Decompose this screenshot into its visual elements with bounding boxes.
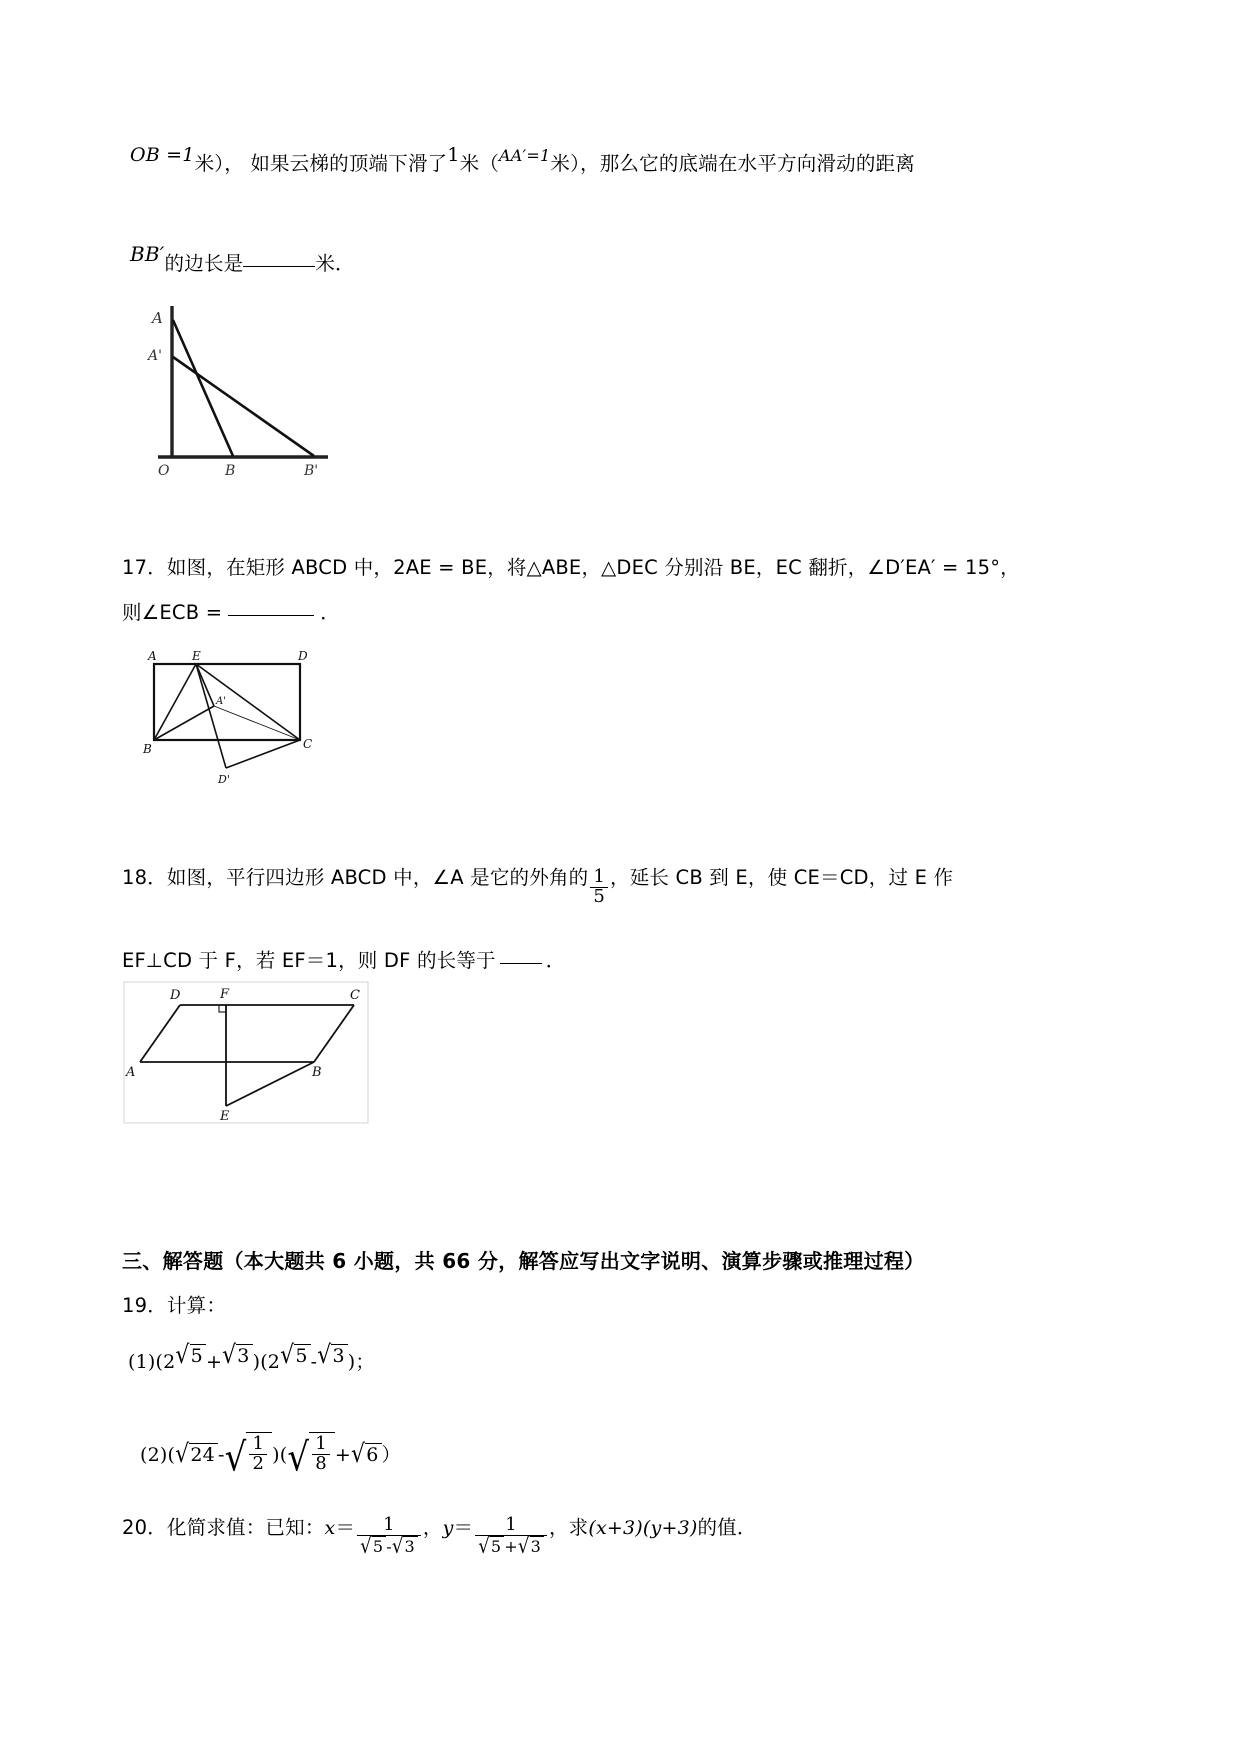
section-three-heading: 三、解答题（本大题共 6 小题，共 66 分，解答应写出文字说明、演算步骤或推理过程）	[122, 1249, 925, 1273]
q20-comma-2: ，求	[548, 1516, 589, 1539]
svg-text:D: D	[298, 650, 308, 663]
q20-tail: 的值．	[697, 1516, 757, 1539]
q16-bb-expression: BB′	[130, 242, 165, 266]
svg-text:A: A	[126, 1065, 136, 1080]
q17-line2-suffix: ．	[320, 601, 340, 624]
radicand: 5	[490, 1536, 504, 1556]
q18-answer-blank[interactable]	[500, 962, 542, 964]
radical-sign: √	[224, 1434, 247, 1481]
svg-text:A': A'	[216, 696, 226, 707]
q18-fraction-denominator: 5	[590, 887, 608, 907]
q19-item2-suffix: ）	[381, 1443, 401, 1466]
q20-line	[122, 1512, 757, 1559]
radical-sign: √	[317, 1341, 332, 1370]
q19-item2	[140, 1432, 401, 1479]
q19-item1-radical-3b	[317, 1340, 348, 1372]
parallelogram-figure	[122, 980, 372, 1125]
radicand: 5	[372, 1536, 386, 1556]
radicand: 3	[403, 1536, 417, 1556]
radicand: 5	[294, 1344, 310, 1367]
q19-item1-radical-5b	[280, 1340, 311, 1372]
svg-text:A': A'	[148, 348, 162, 364]
q18-line2	[122, 945, 822, 977]
q16-answer-blank[interactable]	[243, 265, 315, 267]
q18-line1	[122, 862, 1132, 906]
q19-item2-prefix: (2)(	[140, 1443, 176, 1466]
radical-sign: √	[360, 1533, 372, 1559]
radicand	[246, 1432, 272, 1474]
svg-text:B: B	[143, 742, 152, 756]
q16-line2-unit: 米．	[315, 252, 355, 275]
q20-radical-5b	[478, 1533, 504, 1559]
q18-line2-text-a: EF⊥CD 于 F，若 EF＝1，则 DF 的长等于	[122, 949, 496, 972]
svg-text:F: F	[220, 987, 230, 1002]
fraction-denominator: 8	[312, 1454, 330, 1474]
q20-radical-3b	[517, 1533, 544, 1559]
q20-equals-1: ＝	[335, 1516, 356, 1539]
q20-variable-y: y	[442, 1517, 454, 1539]
q16-line1	[130, 140, 1130, 180]
q19-prompt: 19．计算：	[122, 1294, 227, 1317]
q20-frac1-op: -	[386, 1536, 392, 1556]
q19-item1-mid: )(2	[252, 1351, 281, 1373]
svg-text:E: E	[220, 1109, 230, 1124]
fraction-numerator: 1	[252, 1433, 265, 1454]
q19-item1-op2: -	[310, 1351, 318, 1373]
radicand: 3	[331, 1344, 347, 1367]
q16-ob-expression: OB =1	[130, 144, 195, 166]
radical-sign: √	[175, 1341, 190, 1370]
svg-text:A: A	[152, 309, 163, 327]
radical-sign: √	[391, 1533, 404, 1559]
q20-variable-x: x	[324, 1517, 336, 1539]
q16-line1-mid3: 米），那么它的底端在水平方向滑动的距离	[550, 152, 915, 175]
svg-text:D: D	[170, 988, 181, 1003]
q19-item2-radical-6	[351, 1439, 382, 1471]
q20-fraction-x	[357, 1513, 421, 1559]
fraction-one-half	[249, 1435, 267, 1474]
fraction-numerator: 1	[315, 1433, 327, 1454]
radicand: 5	[190, 1344, 206, 1367]
q19-item2-mid: )(	[272, 1443, 288, 1466]
q19-item2-radical-eighth	[287, 1432, 335, 1479]
q20-radical-5a	[360, 1533, 386, 1559]
svg-text:C: C	[350, 988, 360, 1003]
svg-text:O: O	[158, 463, 170, 479]
radicand	[309, 1432, 335, 1474]
radical-sign: √	[478, 1533, 490, 1559]
svg-text:B': B'	[304, 463, 319, 479]
q18-line2-text-b: ．	[545, 949, 566, 972]
q18-line1-text-a: 18．如图，平行四边形 ABCD 中，∠A 是它的外角的	[122, 866, 589, 889]
q19-item1	[128, 1340, 375, 1378]
q20-radical-3a	[391, 1533, 418, 1559]
fraction-one-eighth	[312, 1435, 330, 1474]
fraction-denominator	[357, 1535, 421, 1557]
q19-item2-op1: -	[217, 1443, 225, 1466]
fraction-denominator: 2	[249, 1454, 267, 1474]
svg-text:C: C	[303, 737, 313, 751]
radical-sign: √	[175, 1439, 190, 1469]
q19-item1-radical-5a	[175, 1340, 206, 1372]
fraction-denominator	[475, 1535, 547, 1557]
q19-item1-suffix: )；	[347, 1351, 375, 1373]
svg-text:D': D'	[218, 773, 230, 786]
radicand: 24	[189, 1443, 218, 1466]
radical-sign: √	[287, 1434, 310, 1481]
q17-line2	[122, 597, 722, 629]
q17-line2-prefix: 则∠ECB =	[122, 601, 223, 624]
q18-line1-text-b: ，延长 CB 到 E，使 CE＝CD，过 E 作	[610, 866, 954, 889]
q16-aa-expression: AA′=1	[499, 146, 551, 165]
radicand: 6	[365, 1443, 381, 1466]
q18-fraction-one-fifth	[590, 865, 608, 907]
q20-comma-1: ，	[422, 1516, 443, 1539]
radical-sign: √	[222, 1341, 237, 1370]
fraction-numerator: 1	[505, 1513, 517, 1535]
q20-prefix: 20．化简求值：已知：	[122, 1516, 325, 1539]
q20-equals-2: ＝	[453, 1516, 474, 1539]
q20-frac2-op: +	[504, 1536, 518, 1556]
q19-item1-prefix: (1)(2	[128, 1351, 176, 1373]
ladder-slide-figure	[136, 300, 366, 480]
q16-line1-mid1: 米）， 如果云梯的顶端下滑了	[194, 152, 448, 175]
q17-answer-blank[interactable]	[228, 614, 314, 616]
fraction-numerator: 1	[383, 1513, 395, 1535]
svg-text:B: B	[225, 463, 236, 479]
q19-item1-radical-3a	[222, 1340, 253, 1372]
q18-fraction-numerator: 1	[593, 865, 605, 887]
q20-expression: (x+3)(y+3)	[588, 1517, 698, 1539]
q19-item2-op2: +	[334, 1443, 351, 1466]
q19-item2-radical-24	[175, 1439, 218, 1471]
svg-text:E: E	[192, 650, 201, 663]
q19-item2-radical-half	[225, 1432, 273, 1479]
radical-sign: √	[350, 1439, 366, 1469]
radical-sign: √	[517, 1533, 530, 1559]
radicand: 3	[530, 1536, 544, 1556]
radical-sign: √	[280, 1341, 295, 1370]
q20-fraction-y	[475, 1513, 547, 1559]
svg-text:A: A	[148, 650, 157, 663]
q19-item1-op1: +	[205, 1351, 223, 1373]
q16-line2	[130, 238, 1030, 280]
q16-line2-text: 的边长是	[164, 252, 244, 275]
radicand: 3	[236, 1344, 252, 1367]
q17-line1	[122, 552, 1122, 584]
q16-number-one: 1	[447, 144, 460, 166]
svg-text:B: B	[312, 1065, 322, 1080]
rectangle-fold-figure	[140, 650, 370, 790]
q17-line1-text: 17．如图，在矩形 ABCD 中，2AE = BE，将△ABE，△DEC 分别沿 BE，EC 翻折，∠D′EA′ = 15°，	[122, 556, 1020, 579]
q16-line1-mid2: 米（	[459, 152, 500, 175]
